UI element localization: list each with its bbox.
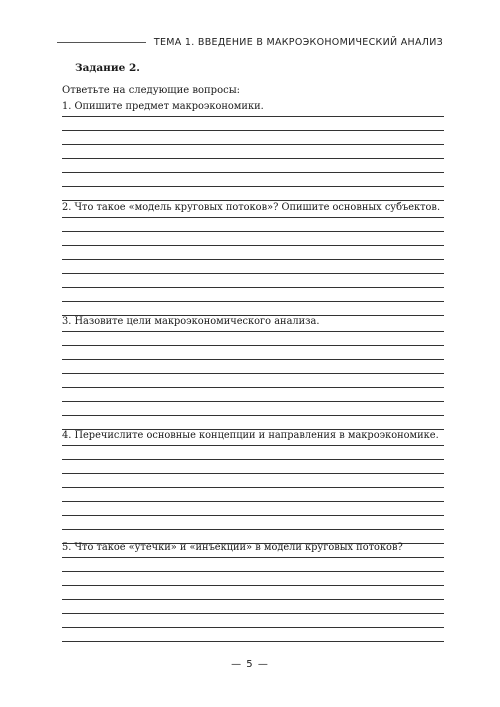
answer-line[interactable]	[62, 346, 444, 360]
answer-lines[interactable]	[62, 215, 444, 316]
answer-line[interactable]	[62, 332, 444, 346]
task-title: Задание 2.	[75, 62, 140, 74]
answer-line[interactable]	[62, 628, 444, 642]
question-1	[62, 100, 444, 201]
answer-line[interactable]	[62, 600, 444, 614]
question-4	[62, 429, 444, 544]
answer-line[interactable]	[62, 586, 444, 600]
answer-line[interactable]	[62, 558, 444, 572]
page-number: — 5 —	[231, 659, 269, 670]
question-5	[62, 541, 444, 642]
answer-line[interactable]	[62, 446, 444, 460]
question-text: 3. Назовите цели макроэкономического анализа.	[62, 316, 320, 327]
answer-lines[interactable]	[62, 114, 444, 201]
answer-line[interactable]	[62, 288, 444, 302]
answer-line[interactable]	[62, 145, 444, 159]
answer-line[interactable]	[62, 302, 444, 316]
header-rule	[57, 42, 146, 43]
answer-line[interactable]	[62, 187, 444, 201]
answer-line[interactable]	[62, 516, 444, 530]
chapter-title: ТЕМА 1. ВВЕДЕНИЕ В МАКРОЭКОНОМИЧЕСКИЙ АНАЛИЗ	[153, 37, 443, 48]
answer-line[interactable]	[62, 474, 444, 488]
answer-line[interactable]	[62, 388, 444, 402]
answer-lines[interactable]	[62, 443, 444, 544]
answer-line[interactable]	[62, 159, 444, 173]
answer-line[interactable]	[62, 374, 444, 388]
answer-line[interactable]	[62, 274, 444, 288]
question-text: 1. Опишите предмет макроэкономики.	[62, 101, 264, 112]
answer-line[interactable]	[62, 218, 444, 232]
question-3	[62, 315, 444, 430]
answer-lines[interactable]	[62, 555, 444, 642]
answer-line[interactable]	[62, 246, 444, 260]
answer-line[interactable]	[62, 460, 444, 474]
answer-line[interactable]	[62, 360, 444, 374]
question-text: 2. Что такое «модель круговых потоков»? Опишите основных субъектов.	[62, 202, 441, 213]
answer-line[interactable]	[62, 614, 444, 628]
question-text: 5. Что такое «утечки» и «инъекции» в модели круговых потоков?	[62, 542, 403, 553]
question-text: 4. Перечислите основные концепции и направления в макроэкономике.	[62, 430, 439, 441]
answer-line[interactable]	[62, 117, 444, 131]
answer-line[interactable]	[62, 173, 444, 187]
answer-line[interactable]	[62, 402, 444, 416]
answer-line[interactable]	[62, 131, 444, 145]
task-intro: Ответьте на следующие вопросы:	[62, 85, 241, 96]
answer-line[interactable]	[62, 260, 444, 274]
answer-line[interactable]	[62, 502, 444, 516]
page-header	[57, 37, 443, 48]
answer-line[interactable]	[62, 572, 444, 586]
question-2	[62, 201, 444, 316]
answer-lines[interactable]	[62, 329, 444, 430]
answer-line[interactable]	[62, 416, 444, 430]
answer-line[interactable]	[62, 232, 444, 246]
answer-line[interactable]	[62, 488, 444, 502]
